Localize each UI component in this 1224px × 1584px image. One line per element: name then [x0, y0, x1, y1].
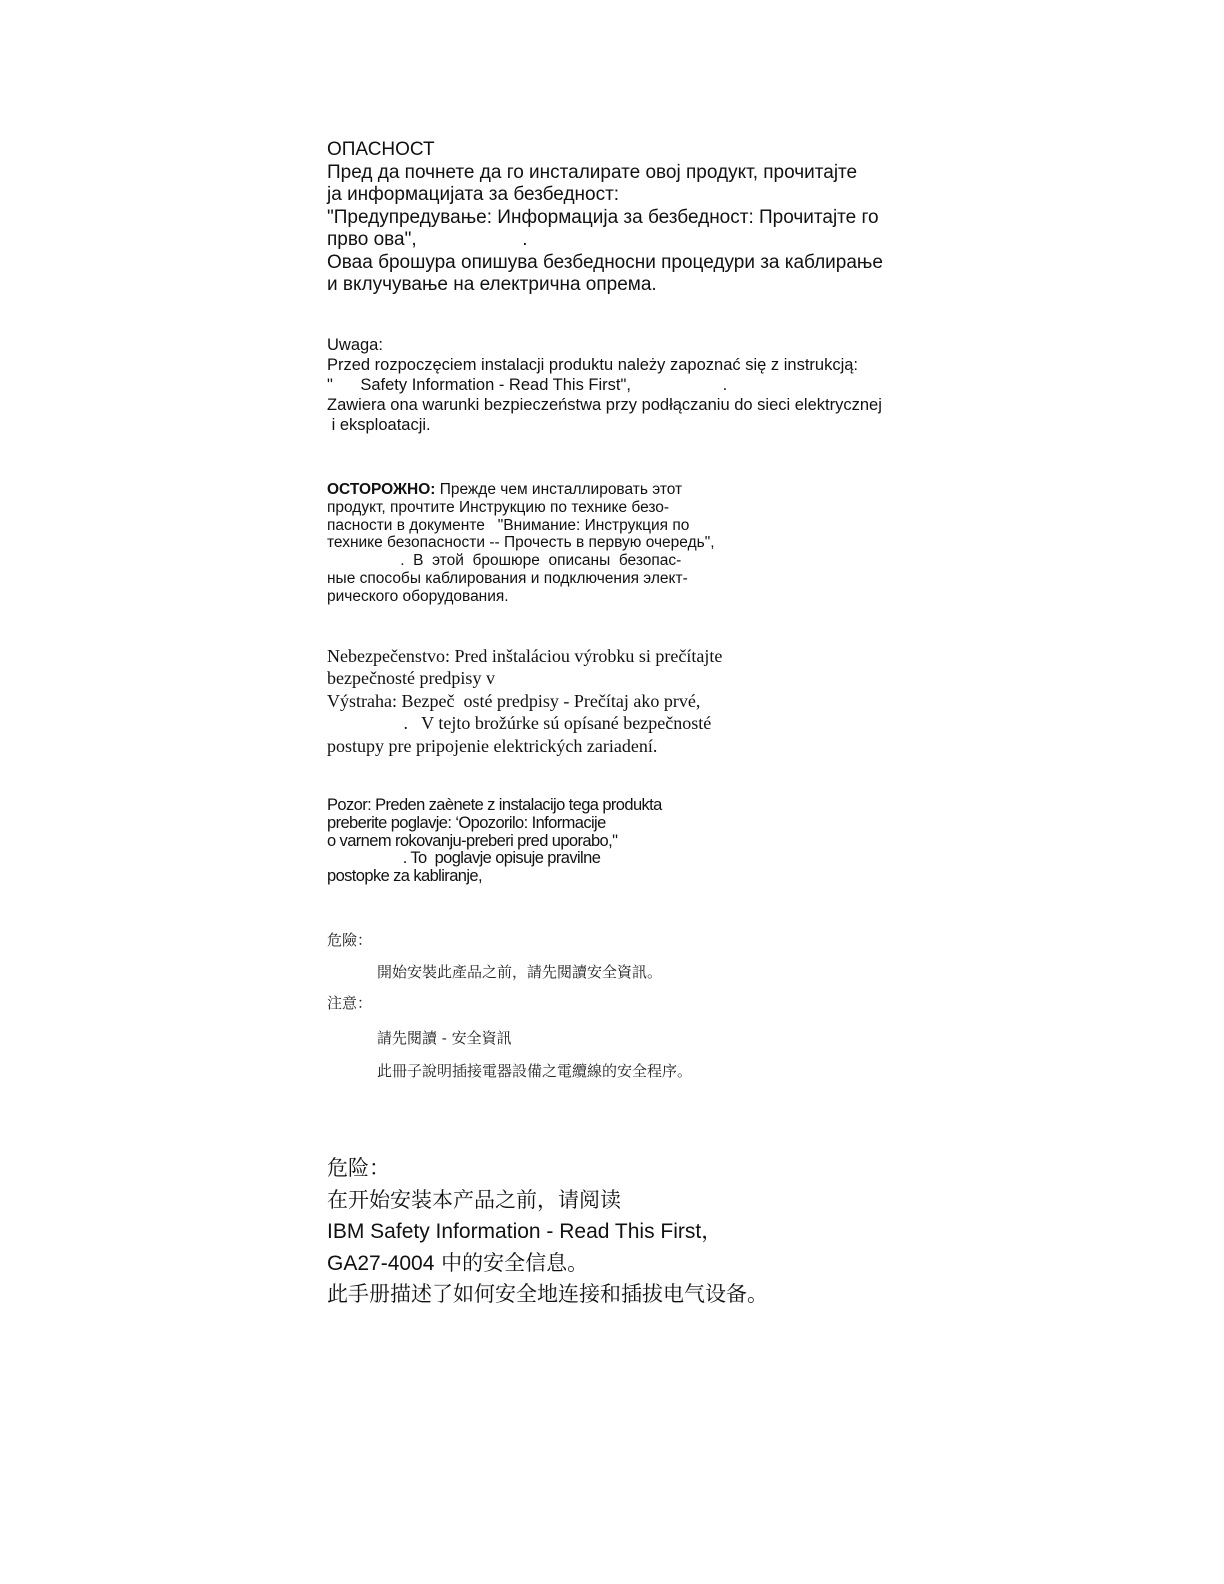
danger-heading: 危险：: [327, 1156, 390, 1180]
notice-line: . В этой брошюре описаны безопас-: [327, 552, 682, 570]
notice-line: 開始安裝此產品之前，請先閱讀安全資訊。: [377, 963, 663, 981]
notice-line: 請先閱讀 - 安全資訊: [377, 1029, 512, 1047]
slovak-notice: [327, 645, 722, 757]
notice-line: рического оборудования.: [327, 587, 509, 605]
notice-text: 中的安全信息。: [434, 1250, 589, 1275]
notice-line: технике безопасности -- Прочесть в первую очередь",: [327, 534, 715, 552]
polish-notice: [327, 335, 882, 435]
notice-line: [327, 1216, 768, 1248]
notice-line: "Предупредување: Информација за безбедност: Прочитајте го: [327, 206, 879, 228]
notice-line: и вклучување на електрична опрема.: [327, 274, 657, 295]
notice-line: продукт, прочтите Инструкцию по технике безо-: [327, 498, 670, 516]
notice-line: Оваа брошура опишува безбедносни процедури за каблирање: [327, 251, 883, 273]
notice-line: preberite poglavje: ‘Opozorilo: Informacije: [327, 813, 606, 832]
caution-heading: 注意：: [327, 994, 373, 1012]
notice-line: bezpečnosté predpisy v: [327, 668, 495, 689]
russian-notice: [327, 481, 715, 606]
document-title: IBM Safety Information - Read This First: [327, 1220, 702, 1243]
notice-line: Przed rozpoczęciem instalacji produktu należy zapoznać się z instrukcją:: [327, 356, 858, 374]
notice-line: ја информацијата за безбедност:: [327, 184, 620, 205]
notice-line: o varnem rokovanju-preberi pred uporabo,": [327, 831, 618, 850]
notice-line: postupy pre pripojenie elektrických zariadení.: [327, 735, 658, 756]
notice-line: ные способы каблирования и подключения элект-: [327, 569, 688, 587]
notice-line: Nebezpečenstvo: Pred inštaláciou výrobku si prečítajte: [327, 646, 723, 666]
notice-line: postopke za kabliranje,: [327, 867, 482, 886]
danger-heading: 危險：: [327, 931, 373, 949]
notice-line: Výstraha: Bezpeč osté predpisy - Prečítaj ako prvé,: [327, 690, 701, 711]
macedonian-notice: [327, 139, 883, 297]
notice-punct: ，: [701, 1219, 723, 1243]
notice-heading: ОПАСНОСТ: [327, 139, 435, 160]
notice-line: i eksploatacji.: [327, 416, 431, 434]
notice-line: 此冊子說明插接電器設備之電纜線的安全程序。: [377, 1062, 693, 1080]
notice-line: пасности в документе "Внимание: Инструкция по: [327, 516, 690, 534]
notice-line: . V tejto brožúrke sú opísané bezpečnosté: [327, 713, 712, 734]
chinese-simplified-notice: [327, 1153, 768, 1311]
notice-line: 在开始安装本产品之前，请阅读: [327, 1187, 621, 1212]
notice-line: прво ова", .: [327, 229, 528, 250]
notice-line: 此手册描述了如何安全地连接和插拔电气设备。: [327, 1282, 768, 1306]
notice-line: Пред да почнете да го инсталирате овој продукт, прочитајте: [327, 161, 858, 183]
notice-line: Zawiera ona warunki bezpieczeństwa przy podłączaniu do sieci elektrycznej: [327, 396, 882, 414]
notice-line: . To poglavje opisuje pravilne: [327, 849, 601, 868]
notice-text: Прежде чем инсталлировать этот: [435, 481, 683, 498]
notice-line: " Safety Information - Read This First", .: [327, 376, 728, 394]
document-code: GA27-4004: [327, 1251, 435, 1275]
notice-heading: ОСТОРОЖНО:: [327, 481, 436, 498]
notice-line: [327, 1248, 768, 1280]
notice-line: [327, 481, 715, 499]
notice-heading: Uwaga:: [327, 336, 383, 354]
notice-line: Pozor: Preden zaènete z instalacijo tega produkta: [327, 796, 662, 814]
slovenian-notice: [327, 797, 662, 886]
